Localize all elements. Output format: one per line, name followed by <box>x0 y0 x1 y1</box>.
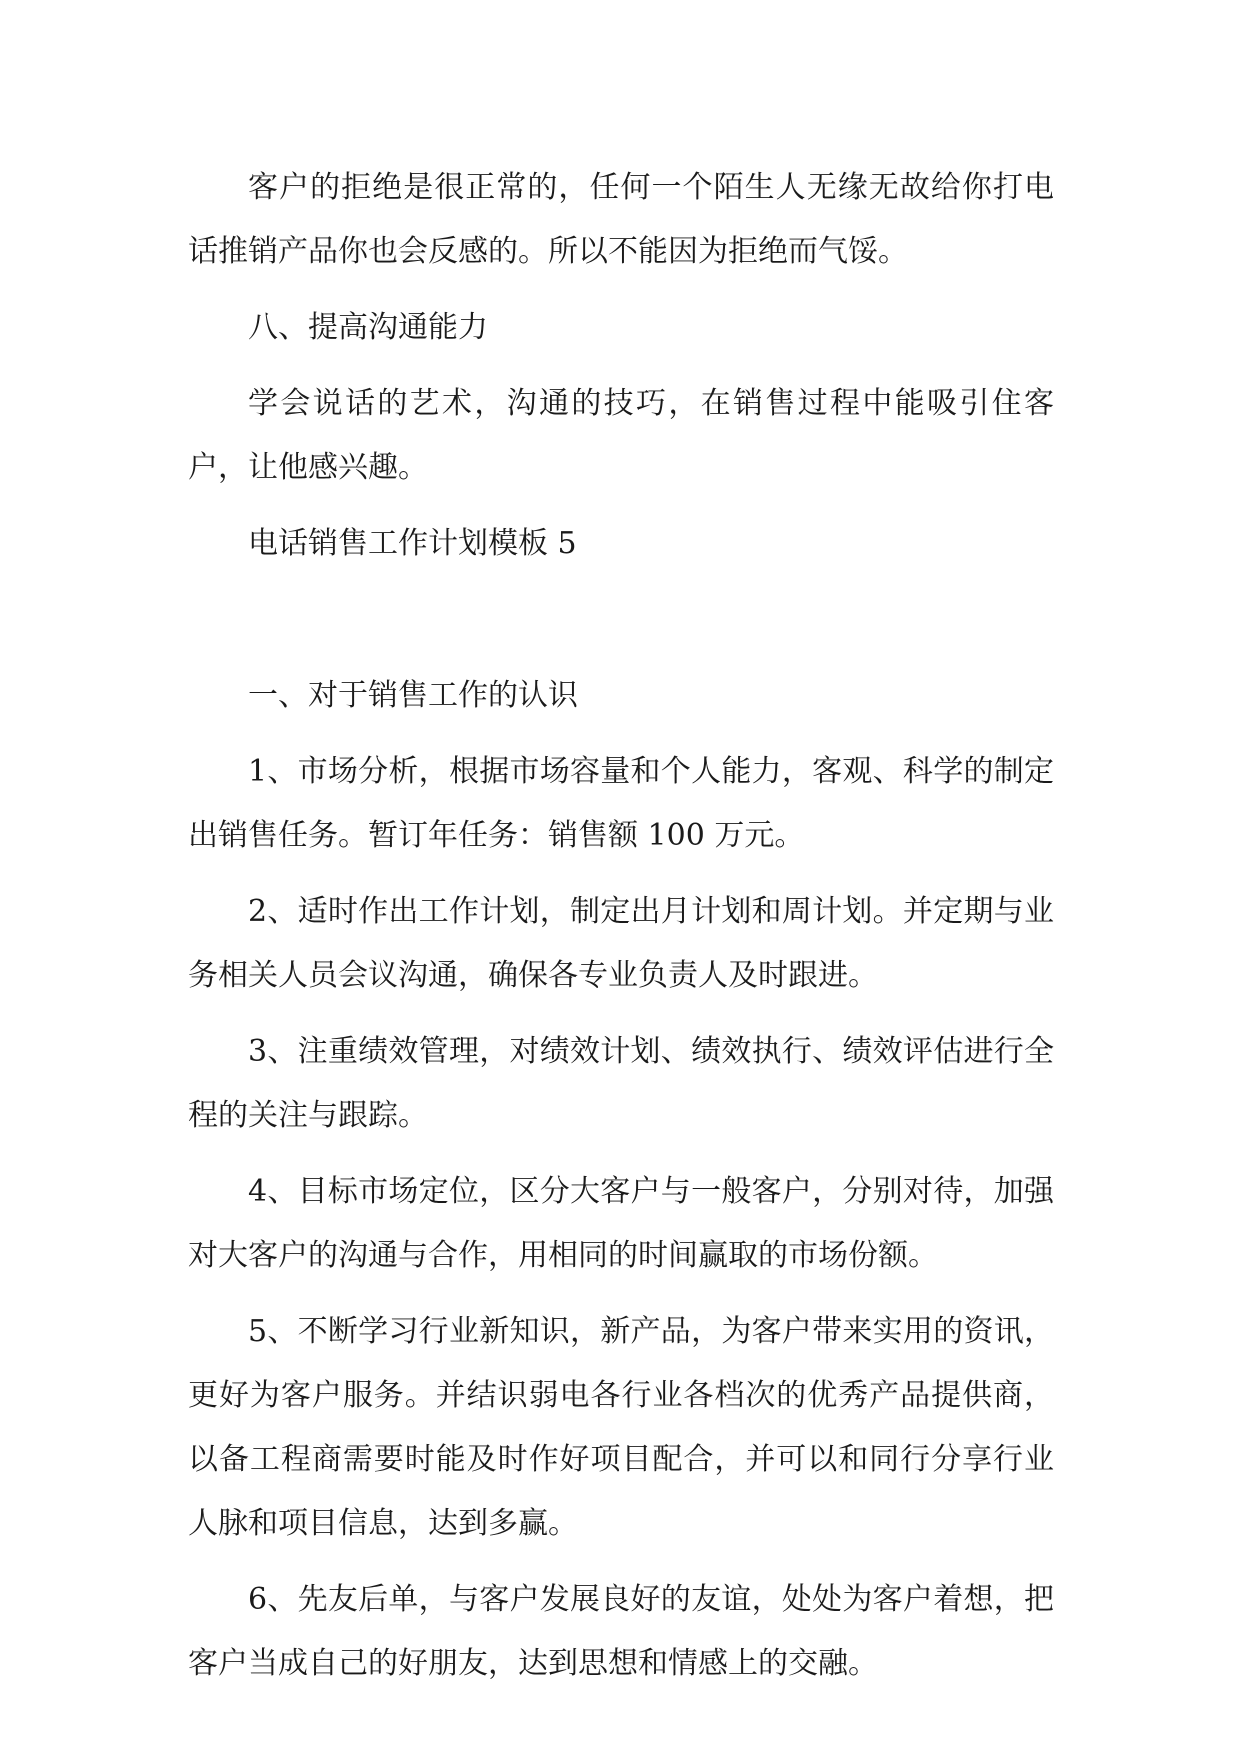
paragraph-customer-rejection: 客户的拒绝是很正常的，任何一个陌生人无缘无故给你打电话推销产品你也会反感的。所以不能因为拒绝而气馁。 <box>188 170 1054 269</box>
list-item-2: 2、适时作出工作计划，制定出月计划和周计划。并定期与业务相关人员会议沟通，确保各专业负责人及时跟进。 <box>188 894 1054 993</box>
paragraph-communication-skills: 学会说话的艺术，沟通的技巧，在销售过程中能吸引住客户，让他感兴趣。 <box>188 386 1054 485</box>
blank-line <box>188 588 1054 664</box>
document-body <box>188 156 1054 1708</box>
list-item-5: 5、不断学习行业新知识，新产品，为客户带来实用的资讯，更好为客户服务。并结识弱电各行业各档次的优秀产品提供商，以备工程商需要时能及时作好项目配合，并可以和同行分享行业人脉和项目信息，达到多赢。 <box>188 1314 1054 1541</box>
list-item-3: 3、注重绩效管理，对绩效计划、绩效执行、绩效评估进行全程的关注与跟踪。 <box>188 1034 1054 1133</box>
section-heading-sales-understanding: 一、对于销售工作的认识 <box>248 678 578 713</box>
list-item-6: 6、先友后单，与客户发展良好的友谊，处处为客户着想，把客户当成自己的好朋友，达到思想和情感上的交融。 <box>188 1582 1054 1681</box>
section-heading-communication: 八、提高沟通能力 <box>248 310 488 345</box>
template-title: 电话销售工作计划模板 5 <box>248 526 577 561</box>
list-item-4: 4、目标市场定位，区分大客户与一般客户，分别对待，加强对大客户的沟通与合作，用相同的时间赢取的市场份额。 <box>188 1174 1054 1273</box>
list-item-1: 1、市场分析，根据市场容量和个人能力，客观、科学的制定出销售任务。暂订年任务：销售额 100 万元。 <box>188 754 1054 853</box>
